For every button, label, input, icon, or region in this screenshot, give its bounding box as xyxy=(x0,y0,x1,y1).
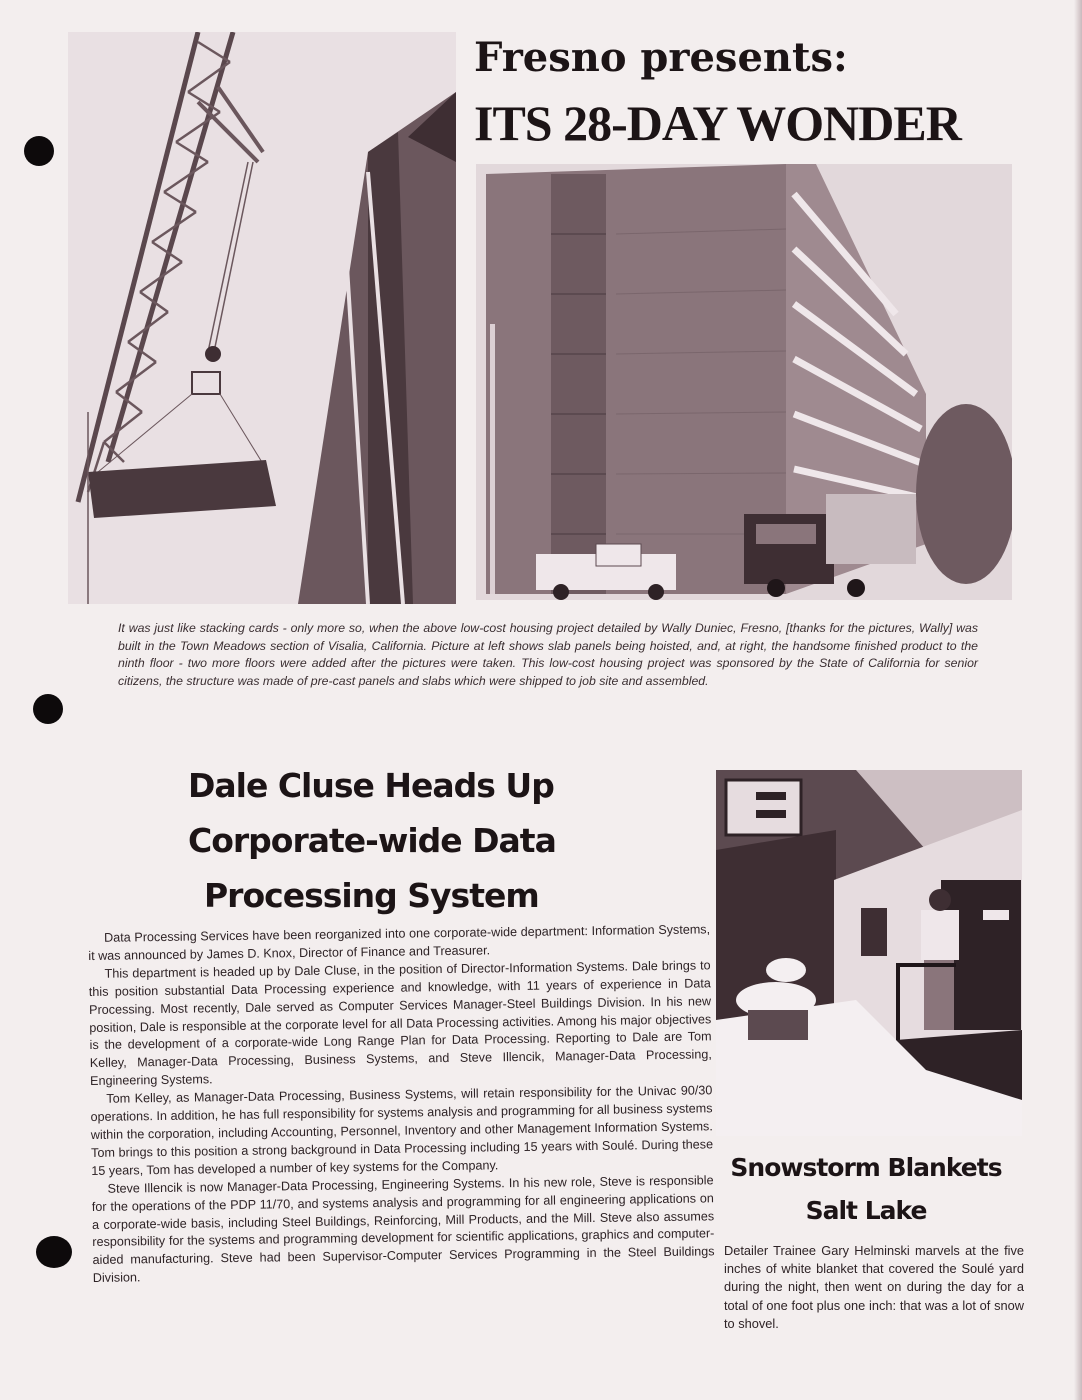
fresno-headline: Fresno presents: xyxy=(474,34,848,81)
snowstorm-photo xyxy=(716,770,1022,1136)
punch-hole-top xyxy=(24,136,54,166)
dale-headline-line-2: Corporate-wide Data xyxy=(188,821,556,860)
snowstorm-caption: Detailer Trainee Gary Helminski marvels at the five inches of white blanket that covered the Soulé yard during the night, then went on during the day for a total of one foot plus one inch: that was a lot of snow to shovel. xyxy=(724,1243,1024,1331)
snowstorm-headline xyxy=(716,1146,1016,1232)
dale-headline-line-3: Processing System xyxy=(204,876,539,915)
snowstorm-headline-line-2: Salt Lake xyxy=(805,1196,927,1225)
snowstorm-headline-line-1: Snowstorm Blankets xyxy=(730,1153,1002,1182)
housing-photo-caption: It was just like stacking cards - only more so, when the above low-cost housing project detailed by Wally Duniec, Fresno, [thanks for the pictures, Wally] was built in the Town Meadows section of Visalia, California. Picture at left shows slab panels being hoisted, and, at right, the handsome finished product to the ninth floor - two more floors were added after the pictures were taken. This low-cost housing project was sponsored by the State of California for senior citizens, the structure was made of pre-cast panels and slabs which were shipped to job site and assembled. xyxy=(118,621,978,688)
article-paragraph: Steve Illencik is now Manager-Data Processing, Engineering Systems. In his new role, Steve is responsible for the operations of the PDP 11/70, and systems analysis and programming for all engineering applications on a corporate-wide basis, including Steel Buildings, Reinforcing, Mill Products, and the Mill. Steve also assumes responsibility for the systems and programming development for scientific applications, graphics and computer-aided manufacturing. Steve had been Supervisor-Computer Services Programming in the Steel Buildings Division. xyxy=(91,1172,715,1286)
punch-hole-middle xyxy=(33,694,63,724)
article-paragraph: This department is headed up by Dale Cluse, in the position of Director-Information Systems. Dale brings to this position substantial Data Processing experience and knowledge, with 11 years of experience in Data Processing. Most recently, Dale served as Computer Services Manager-Steel Buildings Division. In his new position, Dale is responsible at the corporate level for all Data Processing activities. Among his major objectives is the development of a corporate-wide Long Range Plan for Data Processing. Reporting to Dale are Tom Kelley, Manager-Data Processing, Business Systems, and Steve Illencik, Manager-Data Processing, Engineering Systems. xyxy=(88,958,712,1089)
dale-cluse-article xyxy=(88,921,715,1288)
finished-building-photo xyxy=(476,164,1012,600)
dale-headline-line-1: Dale Cluse Heads Up xyxy=(188,766,554,805)
article-paragraph: Tom Kelley, as Manager-Data Processing, Business Systems, will retain responsibility for the Univac 90/30 operations. In addition, he has full responsibility for systems analysis and programming for all business systems within the corporation, including Accounting, Personnel, Inventory and other Management Information Systems. Tom brings to this position a strong background in Data Processing including 15 years with Soulé. During these 15 years, Tom has developed a number of key systems for the Company. xyxy=(90,1083,714,1178)
crane-hoisting-photo xyxy=(68,32,456,604)
article-paragraph: Data Processing Services have been reorganized into one corporate-wide department: Information Systems, it was announced by James D. Knox, Director of Finance and Treasurer. xyxy=(88,922,711,963)
wonder-headline: ITS 28-DAY WONDER xyxy=(474,95,961,151)
dale-cluse-headline xyxy=(176,758,596,923)
punch-hole-bottom xyxy=(36,1236,72,1268)
page-edge-shadow xyxy=(1074,0,1082,1400)
